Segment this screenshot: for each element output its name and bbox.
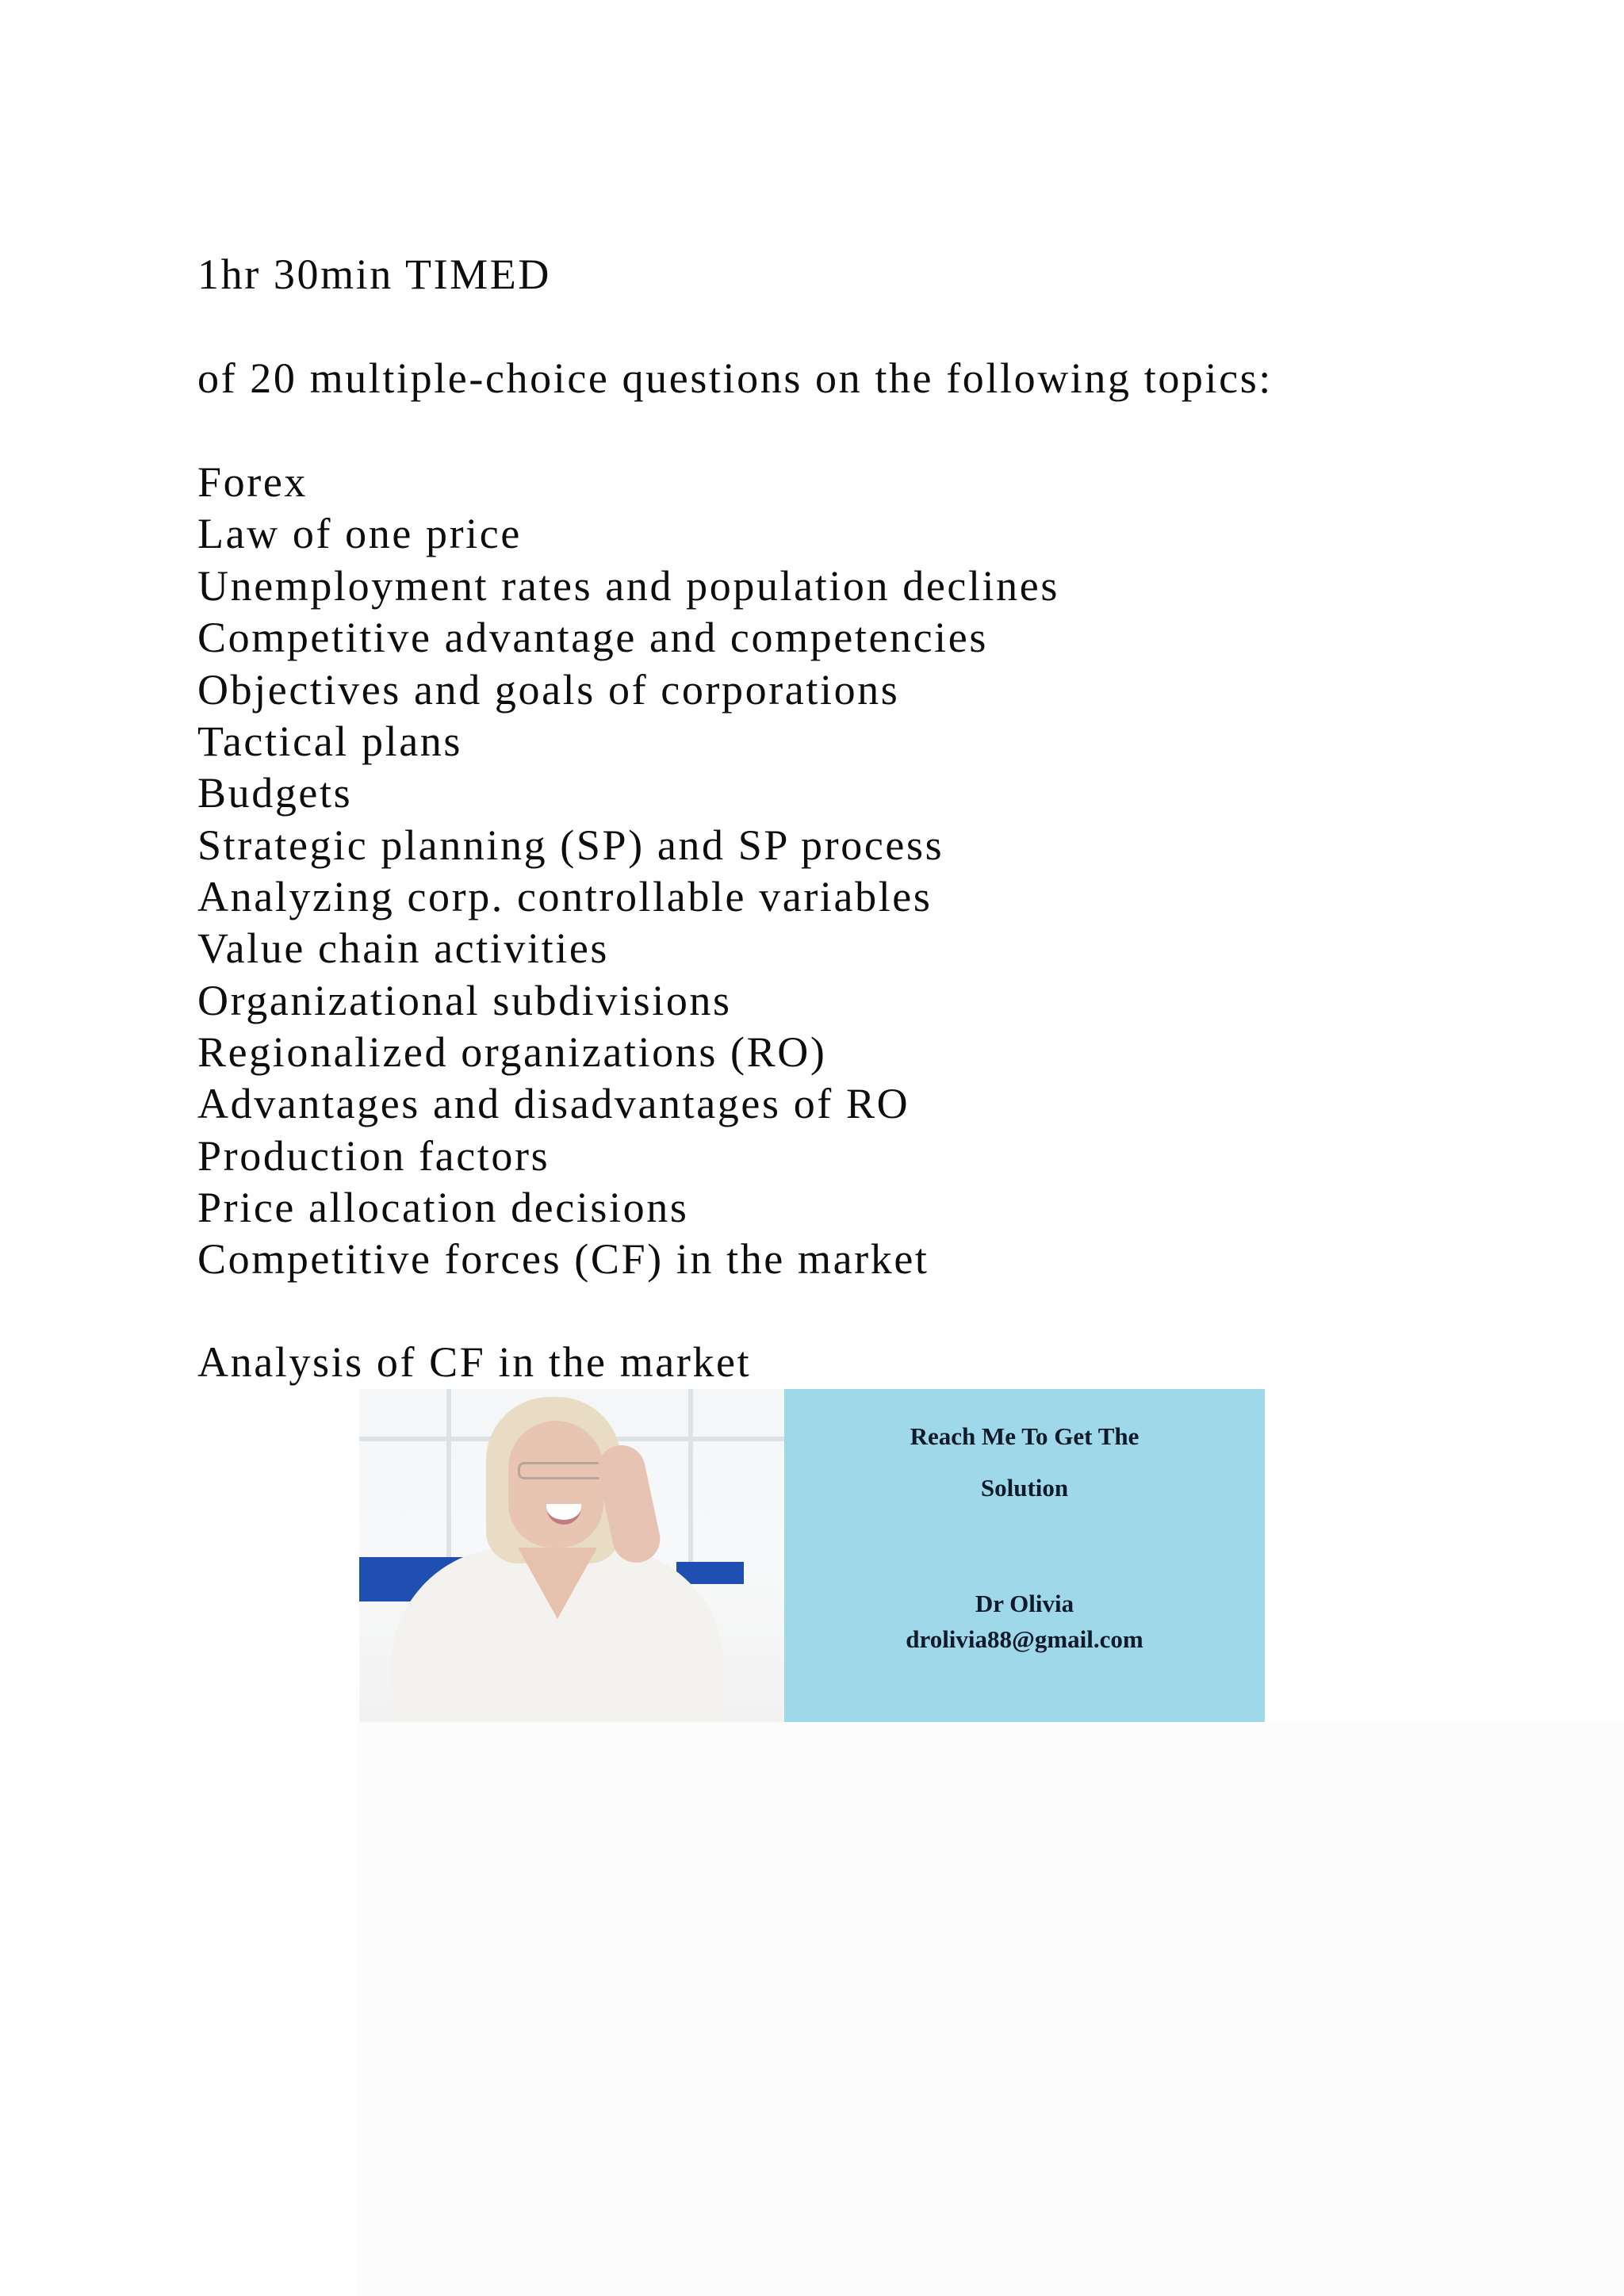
glasses-icon: [518, 1462, 605, 1479]
photo-face: [508, 1421, 603, 1548]
contact-email[interactable]: drolivia88@gmail.com: [906, 1625, 1143, 1653]
topic-item: Analyzing corp. controllable variables: [197, 873, 933, 920]
document-title: 1hr 30min TIMED: [197, 251, 551, 298]
topic-item: Organizational subdivisions: [197, 977, 732, 1024]
window-frame-decoration: [446, 1389, 451, 1563]
banner-headline: Reach Me To Get The: [910, 1422, 1139, 1450]
profile-photo: [359, 1389, 784, 1722]
contact-banner: [359, 1389, 1265, 1722]
document-closing: Analysis of CF in the market: [197, 1338, 752, 1386]
topic-item: Advantages and disadvantages of RO: [197, 1080, 910, 1127]
topic-item: Budgets: [197, 769, 353, 817]
topic-item: Competitive advantage and competencies: [197, 614, 988, 661]
topic-item: Unemployment rates and population declines: [197, 562, 1059, 610]
topic-item: Tactical plans: [197, 718, 462, 765]
topic-item: Value chain activities: [197, 924, 610, 972]
contact-name: Dr Olivia: [975, 1590, 1074, 1617]
banner-headline-continued: Solution: [980, 1474, 1069, 1502]
topic-item: Production factors: [197, 1132, 550, 1180]
topic-item: Price allocation decisions: [197, 1184, 689, 1231]
topic-item: Competitive forces (CF) in the market: [197, 1235, 929, 1283]
contact-info-panel: [784, 1389, 1265, 1722]
topic-item: Law of one price: [197, 510, 522, 557]
topic-item: Forex: [197, 458, 308, 506]
topic-item: Strategic planning (SP) and SP process: [197, 821, 944, 869]
topic-item: Objectives and goals of corporations: [197, 666, 900, 714]
page-lower-area: [357, 1722, 1624, 2296]
topic-item: Regionalized organizations (RO): [197, 1028, 827, 1076]
document-intro: of 20 multiple-choice questions on the following topics:: [197, 354, 1273, 402]
window-frame-decoration: [688, 1389, 693, 1571]
